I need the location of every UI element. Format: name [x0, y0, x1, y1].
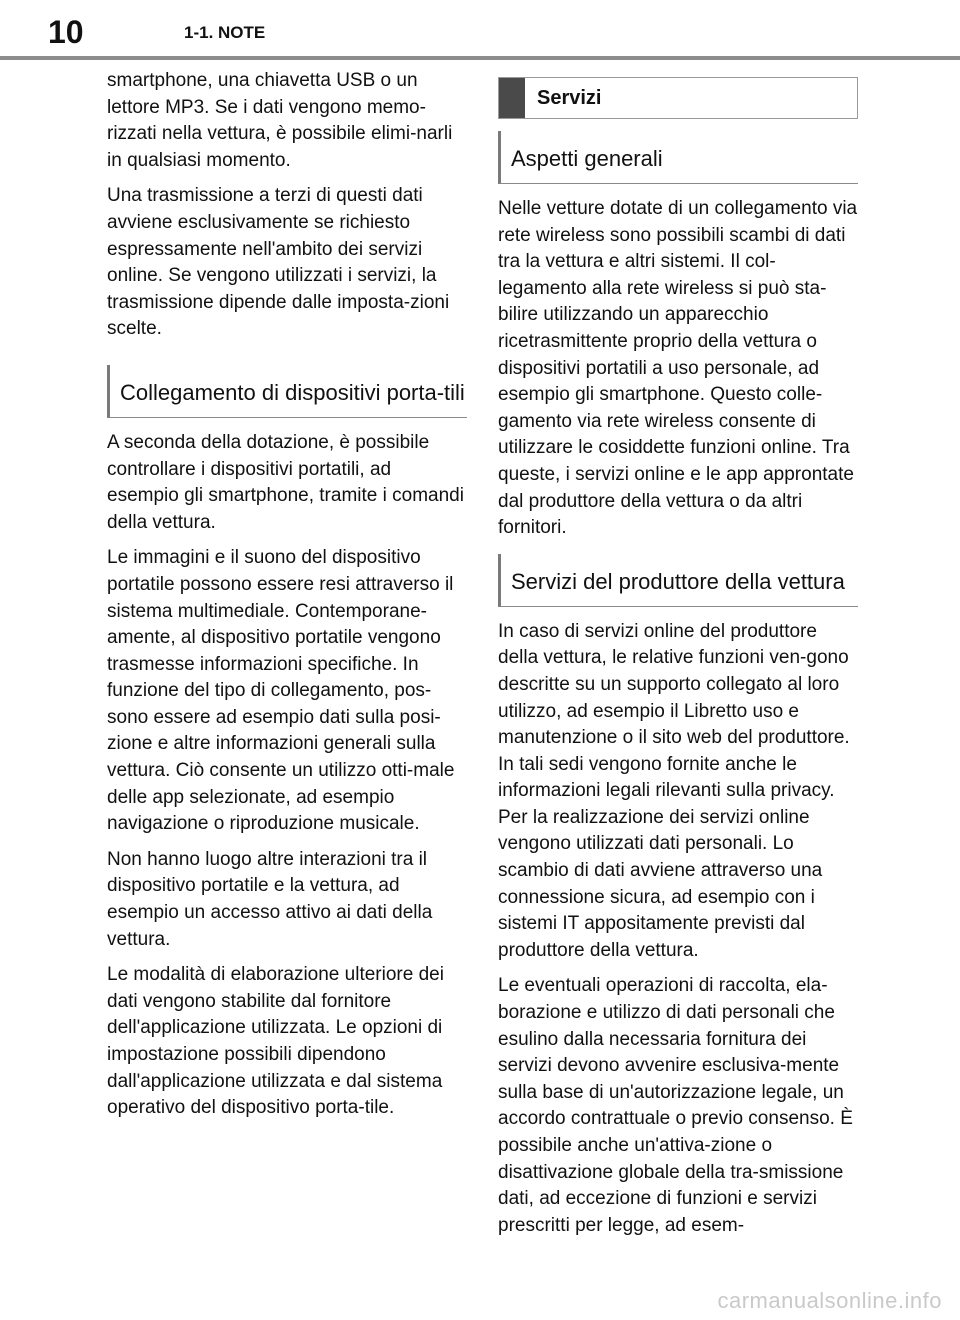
subheading-manufacturer-services: Servizi del produttore della vettura: [498, 554, 858, 607]
chapter-label: 1-1. NOTE: [184, 23, 266, 42]
page-header: [0, 0, 960, 58]
paragraph: Una trasmissione a terzi di questi dati avviene esclusivamente se richiesto espressamente nell'ambito dei servizi online. Se vengono utilizzati i servizi, la trasmissione dipende dalle imposta-zioni scelte.: [107, 185, 450, 340]
paragraph: Le eventuali operazioni di raccolta, ela-borazione e utilizzo di dati personali che esulino dalla necessaria fornitura dei servizi devono avvenire esclusiva-mente sulla base di un'autorizzazione legale, un accordo contrattuale o previo consenso. È possibile anche un'attiva-zione o disattivazione globale della tra-smissione dati, ad eccezione di funzioni e servizi prescritti per legge, ad esem-: [498, 975, 853, 1236]
left-column: [107, 68, 467, 1131]
section-title: Servizi: [537, 86, 602, 109]
right-column: [498, 68, 858, 1248]
paragraph: A seconda della dotazione, è possibile controllare i dispositivi portatili, ad esempio gli smartphone, tramite i comandi della vettura.: [107, 431, 464, 533]
paragraph: In caso di servizi online del produttore della vettura, le relative funzioni ven-gono descritte su un supporto collegato al loro utilizzo, ad esempio il Libretto uso e manutenzione o il sito web del produttore. In tali sedi vengono fornite anche le informazioni legali rilevanti sulla privacy. Per la realizzazione dei servizi online vengono utilizzati dati personali. Lo scambio di dati avviene attraverso una connessione sicura, ad esempio con i sistemi IT appositamente previsti dal produttore della vettura.: [498, 620, 850, 961]
paragraph: Le immagini e il suono del dispositivo portatile possono essere resi attraverso il sistema multimediale. Contemporane-amente, al dispositivo portatile vengono trasmesse informazioni specifiche. In funzione del tipo di collegamento, pos-sono essere ad esempio dati sulla posi-zione e altre informazioni generali sulla vettura. Ciò consente un utilizzo otti-male delle app selezionate, ad esempio navigazione o riproduzione musicale.: [107, 547, 455, 835]
paragraph: Non hanno luogo altre interazioni tra il dispositivo portatile e la vettura, ad esempio un accesso attivo ai dati della vettura.: [107, 848, 433, 950]
paragraph: Nelle vetture dotate di un collegamento via rete wireless sono possibili scambi di dati tra la vettura e altri sistemi. Il col-legamento alla rete wireless si può sta-bilire utilizzando un apparecchio ricetrasmittente proprio della vettura o dispositivi portatili a uso personale, ad esempio gli smartphone. Questo colle-gamento via rete wireless consente di utilizzare le cosiddette funzioni online. Tra queste, i servizi online e le app approntate dal produttore della vettura o da altri fornitori.: [498, 198, 858, 539]
page-number: 10: [48, 14, 84, 50]
section-box-servizi: [498, 77, 858, 119]
header-rule: [0, 56, 960, 60]
section-bar: [499, 78, 525, 118]
paragraph: Le modalità di elaborazione ulteriore dei dati vengono stabilite dal fornitore dell'applicazione utilizzata. Le opzioni di impostazione possibili dipendono dall'applicazione utilizzata e dal sistema operativo del dispositivo porta-tile.: [107, 964, 444, 1119]
subheading-general: Aspetti generali: [498, 131, 858, 184]
paragraph: smartphone, una chiavetta USB o un lettore MP3. Se i dati vengono memo-rizzati nella vettura, è possibile elimi-narli in qualsiasi momento.: [107, 70, 453, 171]
watermark: carmanualsonline.info: [717, 1288, 942, 1313]
subheading-portable-devices: Collegamento di dispositivi porta-tili: [107, 365, 467, 418]
